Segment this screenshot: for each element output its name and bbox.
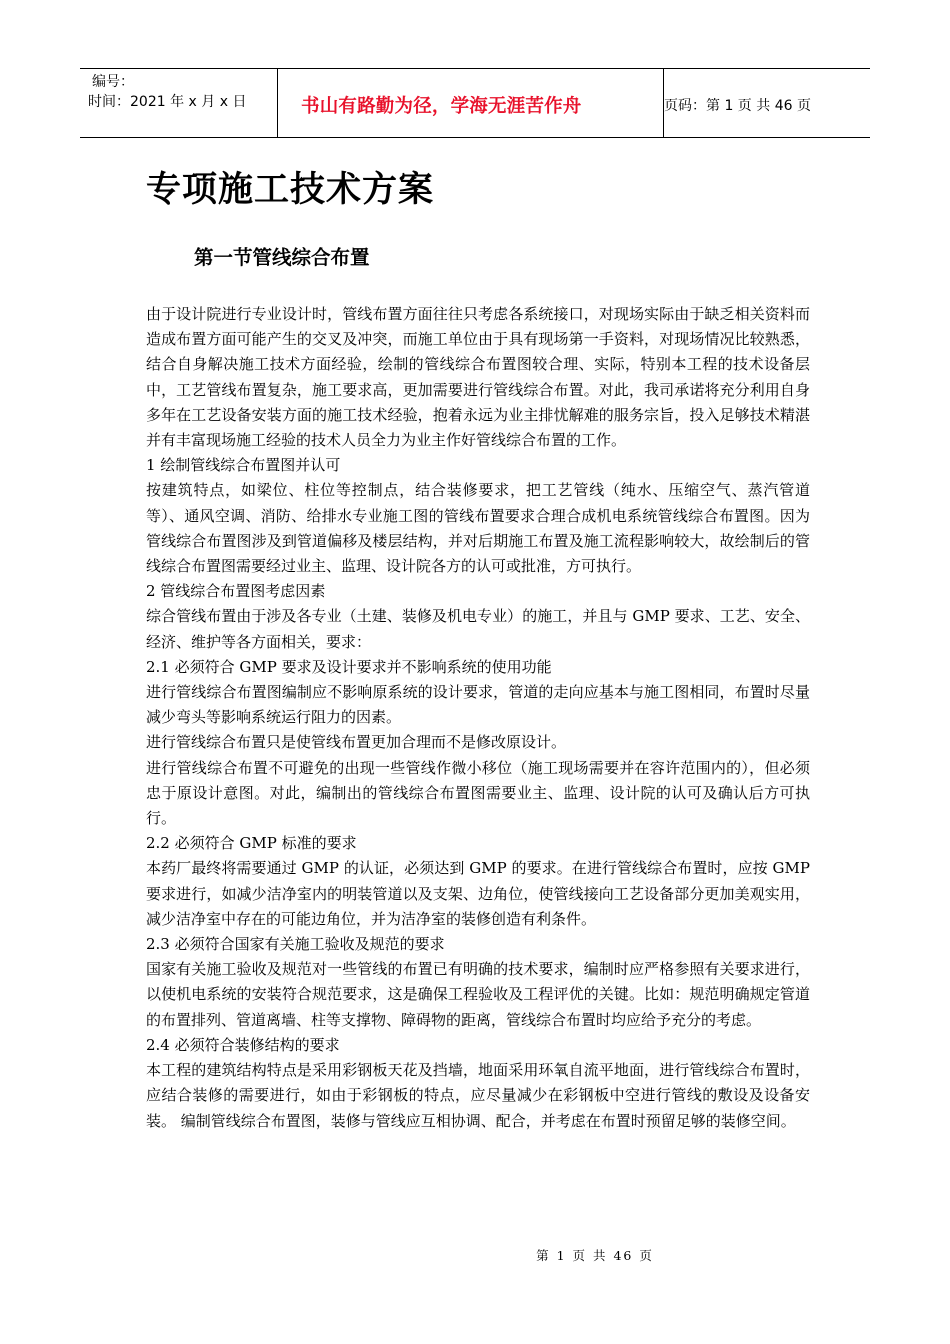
paragraph: 进行管线综合布置只是使管线布置更加合理而不是修改原设计。 xyxy=(146,733,567,752)
page-number-label: 页码：第 1 页 共 46 页 xyxy=(664,98,811,114)
header-page-cell xyxy=(664,69,870,137)
page-footer: 第 1 页 共 46 页 xyxy=(536,1248,654,1263)
paragraph: 由于设计院进行专业设计时，管线布置方面往往只考虑各系统接口，对现场实际由于缺乏相关资料而造成布置方面可能产生的交叉及冲突，而施工单位由于具有现场第一手资料，对现场情况比较熟悉，结合自身解决施工技术方面经验，绘制的管线综合布置图较合理、实际，特别本工程的技术设备层中，工艺管线布置复杂，施工要求高，更加需要进行管线综合布置。对此，我司承诺将充分利用自身多年在工艺设备安装方面的施工技术经验，抱着永远为业主排忧解难的服务宗旨，投入足够技术精湛并有丰富现场施工经验的技术人员全力为业主作好管线综合布置的工作。 xyxy=(146,305,810,450)
paragraph: 综合管线布置由于涉及各专业（土建、装修及机电专业）的施工，并且与 GMP 要求、工艺、安全、经济、维护等各方面相关，要求： xyxy=(146,607,810,651)
paragraph: 进行管线综合布置图编制应不影响原系统的设计要求，管道的走向应基本与施工图相同，布置时尽量减少弯头等影响系统运行阻力的因素。 xyxy=(146,683,810,727)
paragraph: 国家有关施工验收及规范对一些管线的布置已有明确的技术要求，编制时应严格参照有关要求进行，以使机电系统的安装符合规范要求，这是确保工程验收及工程评优的关键。比如：规范明确规定管道的布置排列、管道离墙、柱等支撑物、障碍物的距离，管线综合布置时均应给予充分的考虑。 xyxy=(146,960,810,1029)
subheading: 2.2 必须符合 GMP 标准的要求 xyxy=(146,834,357,853)
header-motto-cell xyxy=(278,69,664,137)
paragraph: 进行管线综合布置不可避免的出现一些管线作微小移位（施工现场需要并在容许范围内的），但必须忠于原设计意图。对此，编制出的管线综合布置图需要业主、监理、设计院的认可及确认后方可执行。 xyxy=(146,758,810,828)
motto-text: 书山有路勤为径，学海无涯苦作舟 xyxy=(301,96,582,117)
document-body xyxy=(146,302,810,1134)
subheading: 2.3 必须符合国家有关施工验收及规范的要求 xyxy=(146,935,445,954)
document-number-label: 编号： xyxy=(92,74,134,90)
document-title: 专项施工技术方案 xyxy=(146,170,435,210)
paragraph: 按建筑特点，如梁位、柱位等控制点，结合装修要求，把工艺管线（纯水、压缩空气、蒸汽管道等）、通风空调、消防、给排水专业施工图的管线布置要求合理合成机电系统管线综合布置图。因为管线综合布置图涉及到管道偏移及楼层结构，并对后期施工布置及施工流程影响较大，故绘制后的管线综合布置图需要经过业主、监理、设计院各方的认可或批准，方可执行。 xyxy=(146,481,810,576)
document-date-label: 时间：2021 年 x 月 x 日 xyxy=(88,94,247,110)
header-table xyxy=(80,68,870,138)
subheading: 2 管线综合布置图考虑因素 xyxy=(146,582,326,601)
header-info-cell xyxy=(80,69,278,137)
subheading: 2.4 必须符合装修结构的要求 xyxy=(146,1035,340,1054)
subheading: 1 绘制管线综合布置图并认可 xyxy=(146,456,341,475)
paragraph: 本药厂最终将需要通过 GMP 的认证，必须达到 GMP 的要求。在进行管线综合布置时，应按 GMP 要求进行，如减少洁净室内的明装管道以及支架、边角位，使管线接向工艺设备部分更加美观实用，减少洁净室中存在的可能边角位，并为洁净室的装修创造有利条件。 xyxy=(146,859,810,928)
section-title: 第一节管线综合布置 xyxy=(194,246,370,269)
paragraph: 本工程的建筑结构特点是采用彩钢板天花及挡墙，地面采用环氧自流平地面，进行管线综合布置时，应结合装修的需要进行，如由于彩钢板的特点，应尽量减少在彩钢板中空进行管线的敷设及设备安装。 编制管线综合布置图，装修与管线应互相协调、配合，并考虑在布置时预留足够的装修空间。 xyxy=(146,1061,810,1130)
subheading: 2.1 必须符合 GMP 要求及设计要求并不影响系统的使用功能 xyxy=(146,657,552,676)
